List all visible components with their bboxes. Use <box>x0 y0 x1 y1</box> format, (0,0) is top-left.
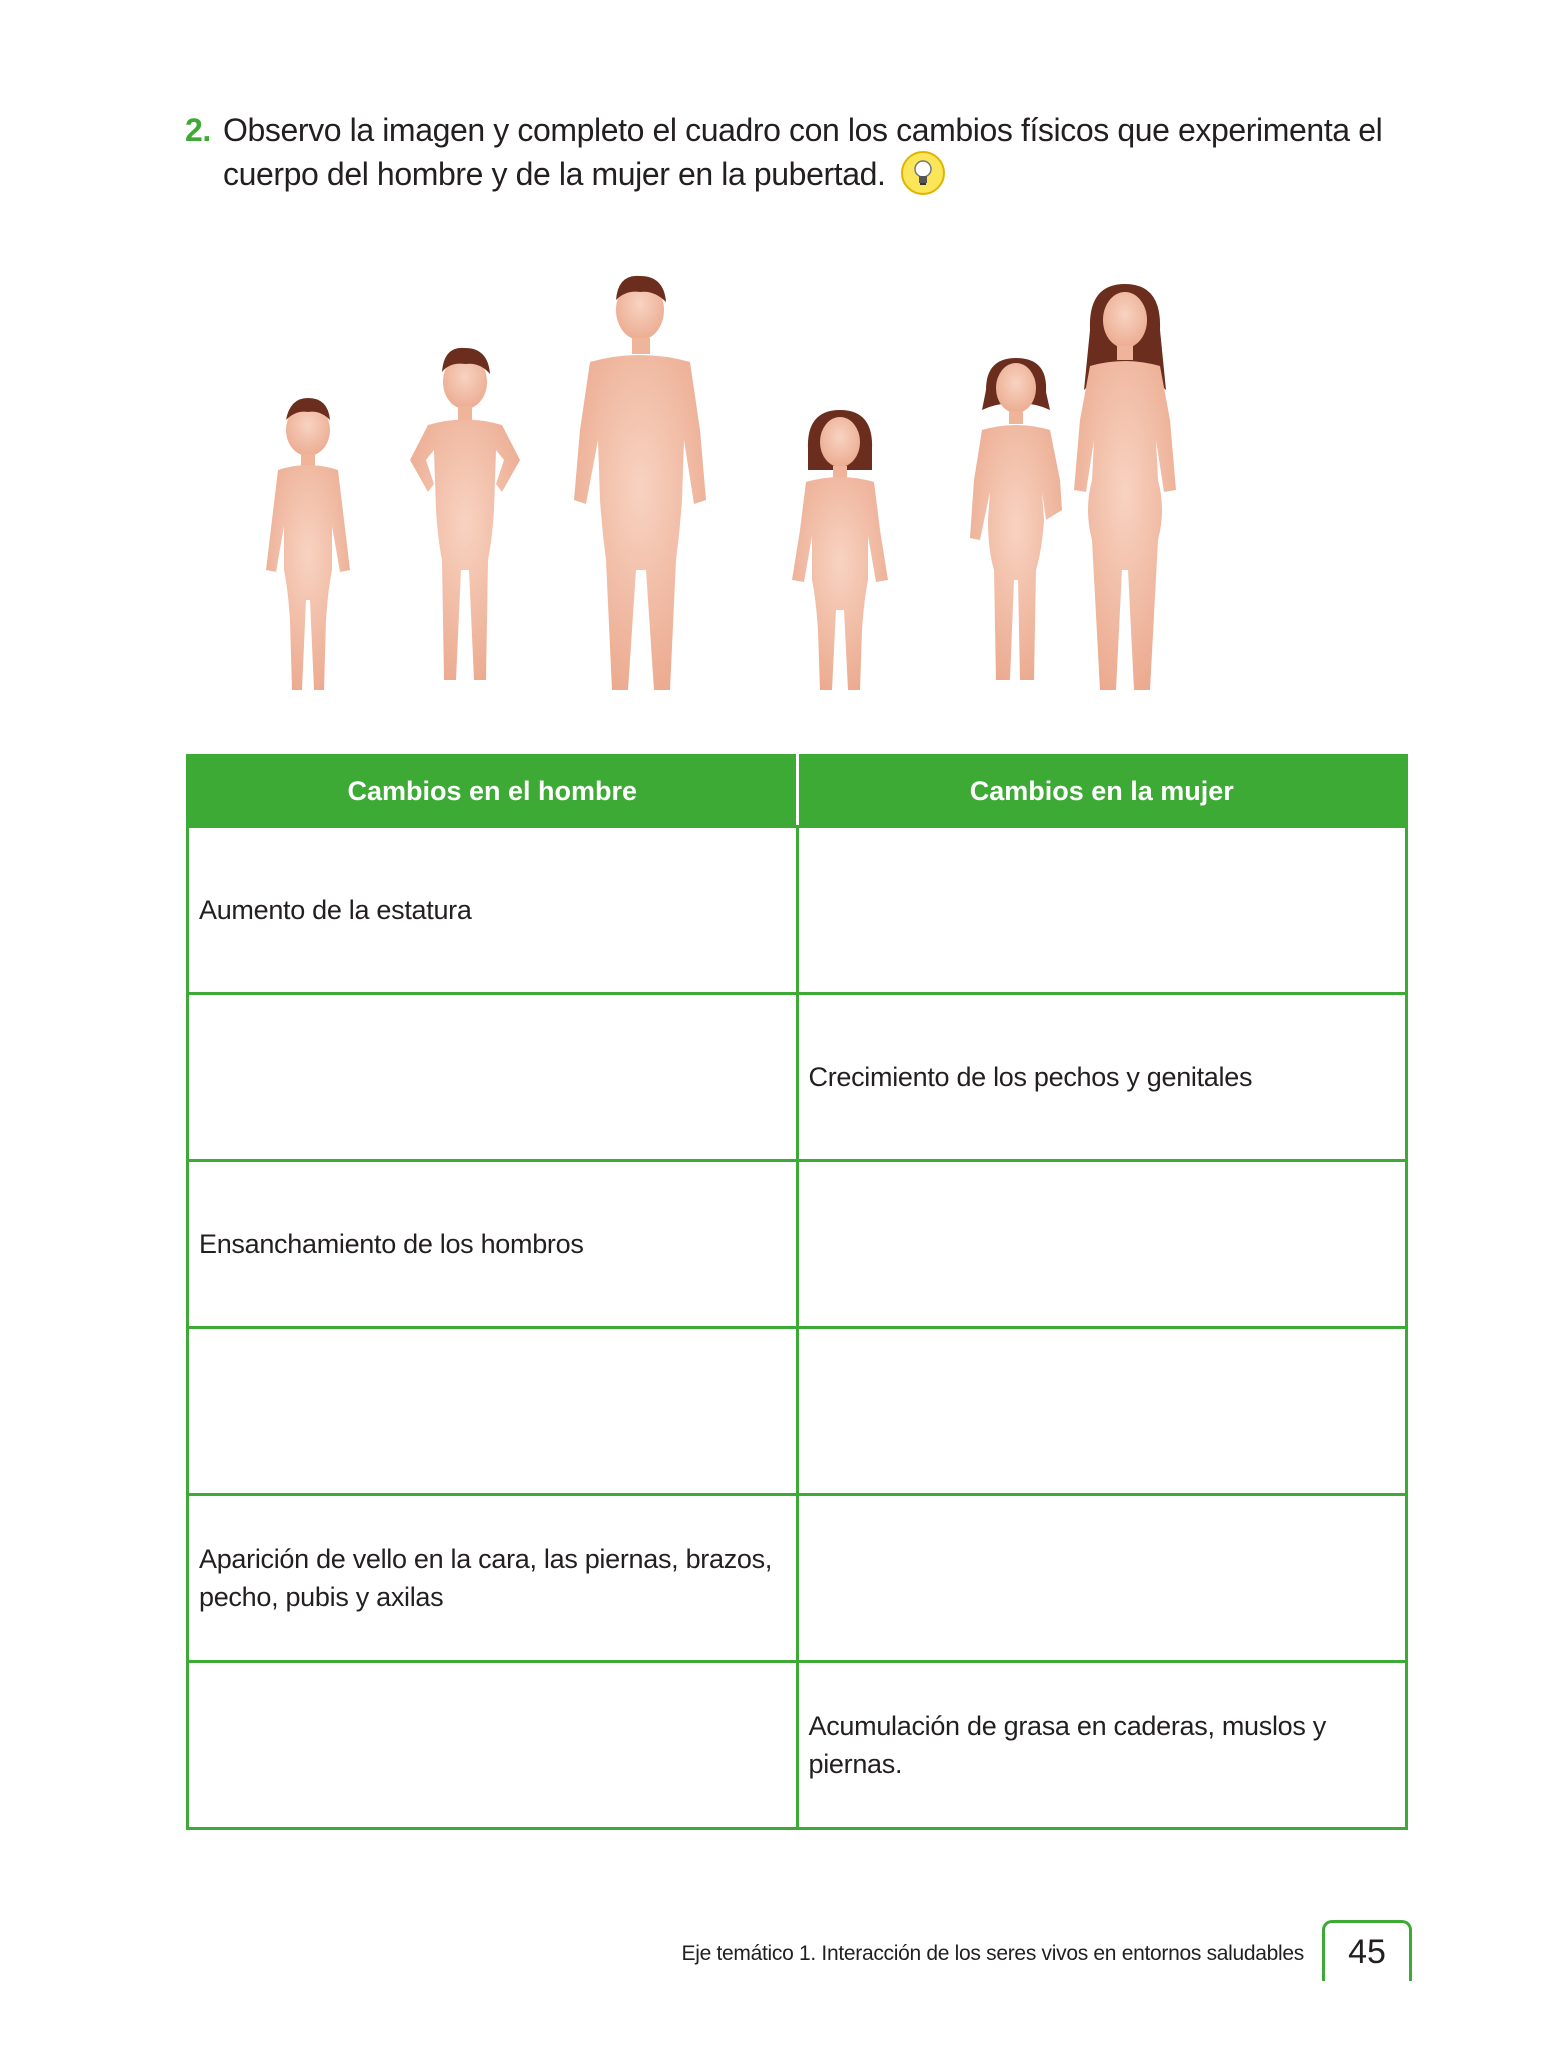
male-cell[interactable] <box>188 1662 798 1829</box>
exercise-instruction <box>185 108 1415 200</box>
adult-woman-figure <box>1074 284 1176 690</box>
male-cell[interactable]: Ensanchamiento de los hombros <box>188 1161 798 1328</box>
changes-table <box>186 754 1408 1830</box>
female-cell[interactable] <box>797 1328 1407 1495</box>
female-cell[interactable]: Acumulación de grasa en caderas, muslos y piernas. <box>797 1662 1407 1829</box>
adult-man-figure <box>574 276 706 690</box>
table-row <box>188 994 1407 1161</box>
header-female-changes: Cambios en la mujer <box>797 756 1407 827</box>
female-cell[interactable] <box>797 1495 1407 1662</box>
table-row <box>188 1328 1407 1495</box>
male-cell[interactable]: Aparición de vello en la cara, las piernas, brazos, pecho, pubis y axilas <box>188 1495 798 1662</box>
table-row <box>188 1662 1407 1829</box>
human-body-development-illustration <box>240 270 1340 710</box>
exercise-number: 2. <box>185 112 211 148</box>
header-male-changes: Cambios en el hombre <box>188 756 798 827</box>
boy-child-figure <box>266 398 350 690</box>
female-cell[interactable] <box>797 827 1407 994</box>
female-cell[interactable] <box>797 1161 1407 1328</box>
girl-teen-figure <box>970 358 1062 680</box>
male-cell[interactable]: Aumento de la estatura <box>188 827 798 994</box>
page-footer <box>0 1920 1564 1980</box>
male-cell[interactable] <box>188 1328 798 1495</box>
lightbulb-icon <box>900 150 946 196</box>
page-number: 45 <box>1322 1920 1412 1981</box>
boy-teen-figure <box>410 348 520 680</box>
table-header-row <box>188 756 1407 827</box>
table-row <box>188 1495 1407 1662</box>
table-row <box>188 1161 1407 1328</box>
female-cell[interactable]: Crecimiento de los pechos y genitales <box>797 994 1407 1161</box>
girl-child-figure <box>792 410 888 690</box>
male-cell[interactable] <box>188 994 798 1161</box>
table-row <box>188 827 1407 994</box>
footer-axis-title: Eje temático 1. Interacción de los seres vivos en entornos saludables <box>681 1942 1304 1965</box>
instruction-text: Observo la imagen y completo el cuadro con los cambios físicos que experimenta el cuerpo del hombre y de la mujer en la pubertad. <box>223 112 1383 192</box>
